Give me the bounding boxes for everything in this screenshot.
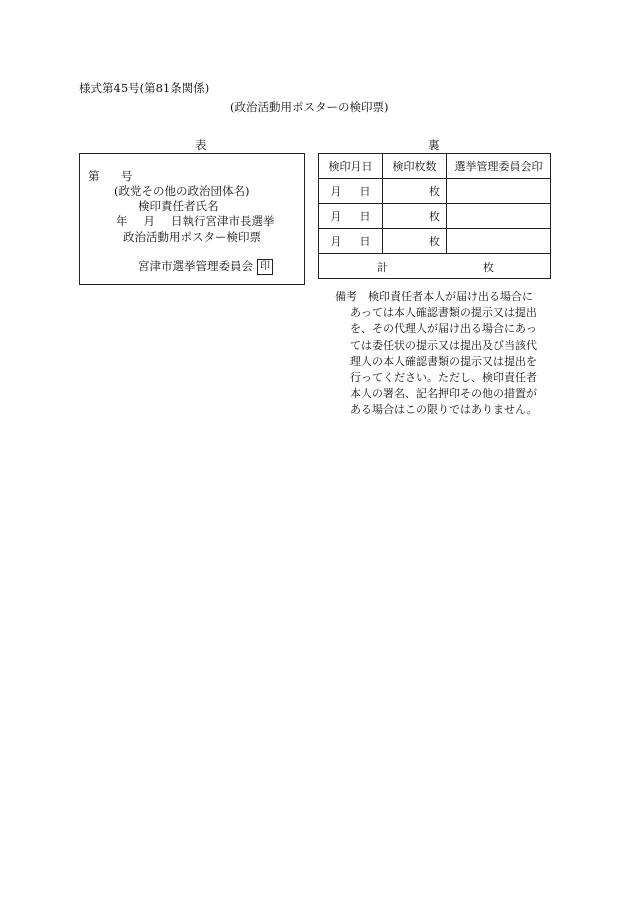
date-cell: 月 日 [319,204,383,229]
count-cell: 枚 [383,229,447,254]
month-label: 月 [143,214,155,228]
total-unit: 枚 [483,261,494,274]
remarks-line: ある場合はこの限りではありません。 [350,403,538,417]
total-cell [319,254,551,279]
table-row [319,229,551,254]
day-election-label: 日執行宮津市長選挙 [171,214,275,228]
date-cell: 月 日 [319,229,383,254]
front-heading: 表 [195,138,207,152]
table-header-row [319,154,551,179]
seal-cell [447,179,551,204]
number-suffix: 号 [121,169,133,183]
form-number: 様式第45号(第81条関係) [79,81,210,95]
party-name-label: (政党その他の政治団体名) [114,184,250,198]
table-row [319,179,551,204]
front-side-box [79,153,305,285]
seal-cell [447,229,551,254]
remarks-label: 備考 [335,290,357,303]
count-cell: 枚 [383,179,447,204]
remarks-line: ては委任状の提示又は提出及び当該代 [350,338,537,352]
remarks-line: 行ってください。ただし、検印責任者 [350,371,537,385]
header-stamp-count: 検印枚数 [383,154,447,179]
table-row [319,204,551,229]
number-prefix: 第 [88,169,100,183]
header-stamp-date: 検印月日 [319,154,383,179]
remarks-line: あっては本人確認書類の提示又は提出 [350,306,537,320]
remarks-line: 理人の本人確認書類の提示又は提出を [350,354,537,368]
year-label: 年 [116,214,128,228]
header-commission-seal: 選挙管理委員会印 [447,154,551,179]
seal-mark-icon: 印 [257,259,273,275]
remarks-line: 本人の署名、記名押印その他の措置が [350,387,537,401]
back-heading: 裏 [428,138,440,152]
total-row [319,254,551,279]
remarks-line: 検印責任者本人が届け出る場合に [368,290,533,303]
remarks-text [350,289,538,419]
election-date-line [116,213,275,229]
commission-line [138,258,273,275]
stamp-record-table [318,153,551,279]
responsible-name-label: 検印責任者氏名 [138,199,219,213]
count-cell: 枚 [383,204,447,229]
date-cell: 月 日 [319,179,383,204]
total-label: 計 [377,261,388,274]
form-subtitle: (政治活動用ポスターの検印票) [230,100,389,114]
seal-cell [447,204,551,229]
commission-name: 宮津市選挙管理委員会 [138,259,253,273]
slip-title: 政治活動用ポスター検印票 [123,230,261,244]
remarks-line: を、その代理人が届け出る場合にあっ [350,322,537,336]
